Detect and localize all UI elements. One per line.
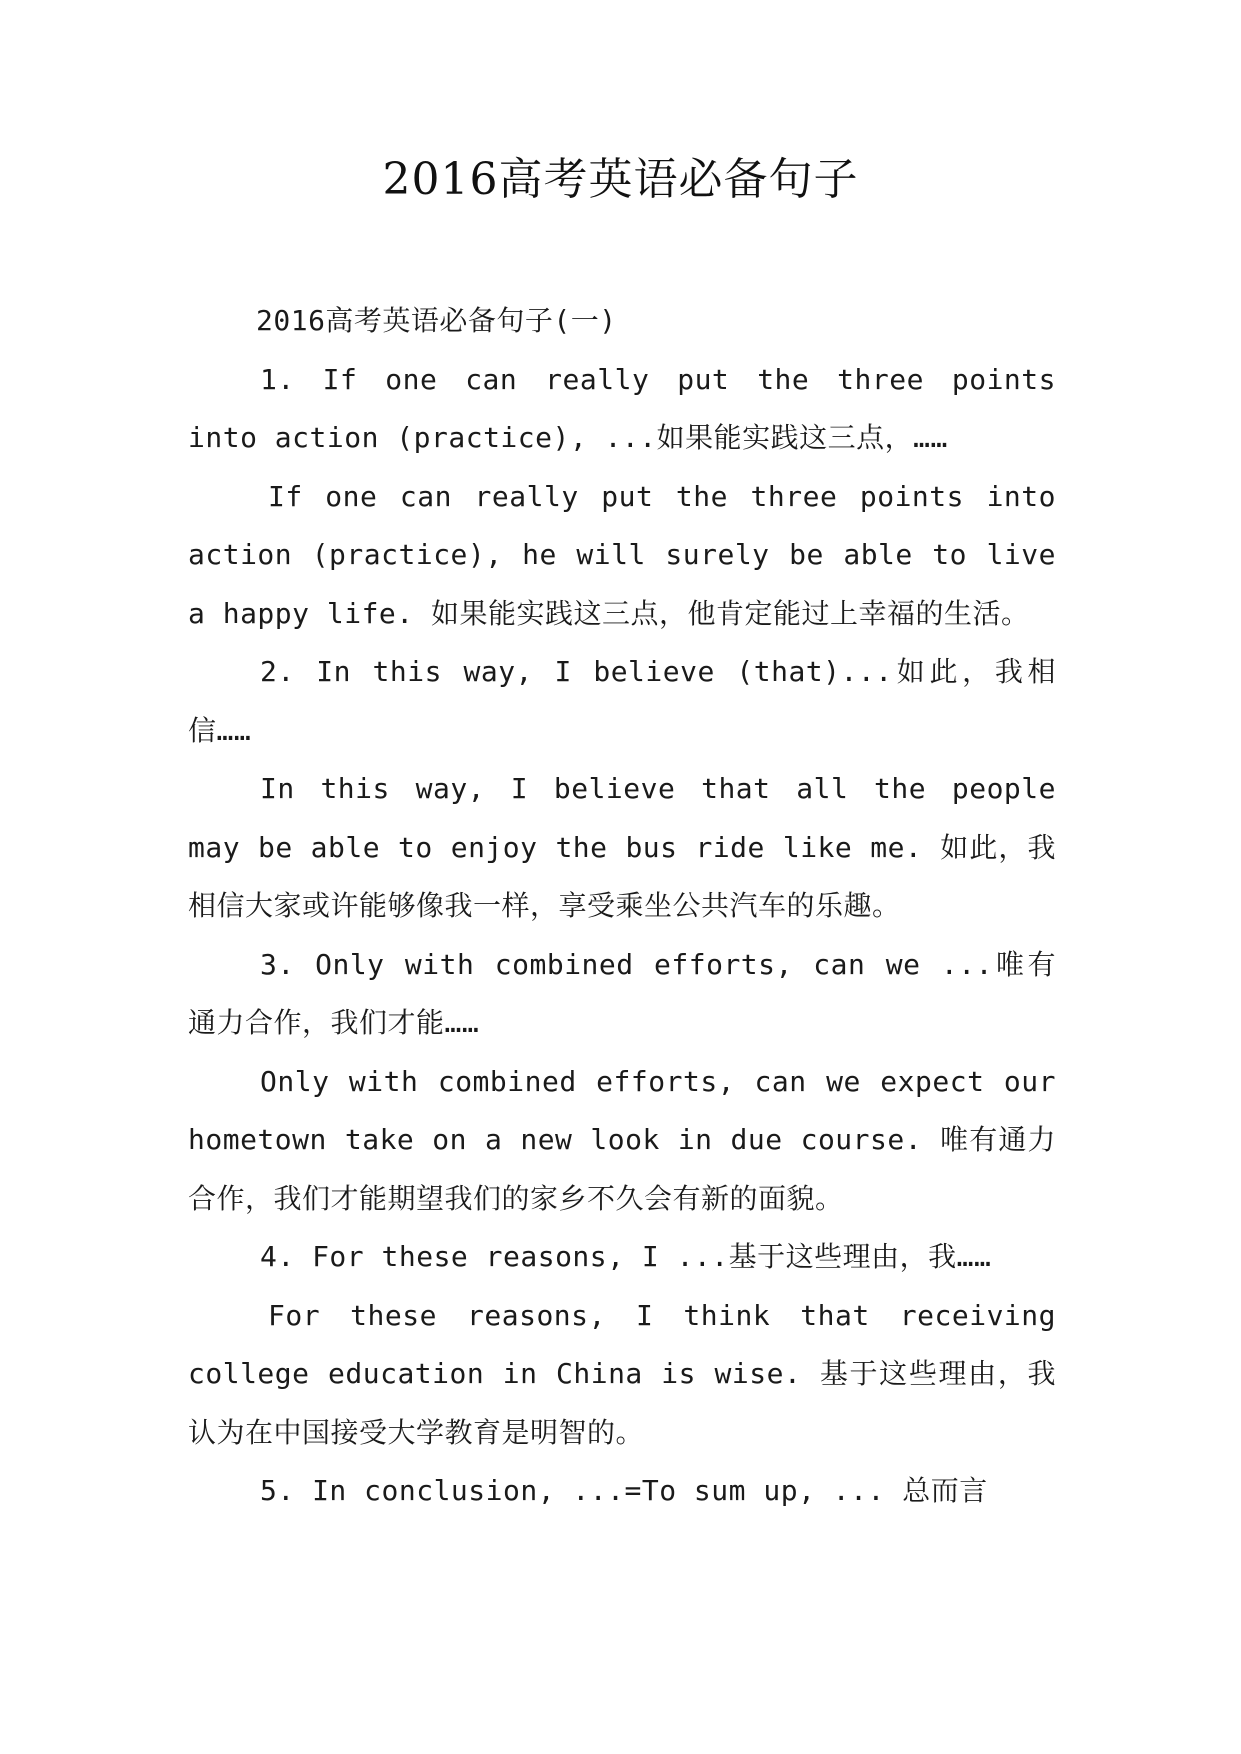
document-body	[188, 292, 1056, 1521]
section-heading: 2016高考英语必备句子(一)	[256, 304, 617, 337]
sentence-pattern-1: 1. If one can really put the three points into action (practice), ...如果能实践这三点，……	[188, 362, 1056, 454]
example-sentence-1: If one can really put the three points into action (practice), he will surely be able to live a happy life. 如果能实践这三点，他肯定能过上幸福的生活。	[188, 479, 1056, 630]
example-sentence-2: In this way, I believe that all the people may be able to enjoy the bus ride like me. 如此，我相信大家或许能够像我一样，享受乘坐公共汽车的乐趣。	[188, 772, 1056, 922]
document-title: 2016高考英语必备句子	[382, 154, 859, 205]
sentence-pattern-3: 3. Only with combined efforts, can we ...唯有通力合作，我们才能……	[188, 947, 1056, 1039]
example-sentence-4: For these reasons, I think that receiving college education in China is wise. 基于这些理由，我认为在中国接受大学教育是明智的。	[188, 1298, 1056, 1449]
sentence-pattern-2: 2. In this way, I believe (that)...如此，我相信……	[188, 655, 1056, 747]
example-sentence-3: Only with combined efforts, can we expect our hometown take on a new look in due course. 唯有通力合作，我们才能期望我们的家乡不久会有新的面貌。	[188, 1064, 1056, 1215]
sentence-pattern-4: 4. For these reasons, I ...基于这些理由，我……	[260, 1240, 992, 1273]
sentence-pattern-5: 5. In conclusion, ...=To sum up, ... 总而言	[260, 1474, 988, 1507]
